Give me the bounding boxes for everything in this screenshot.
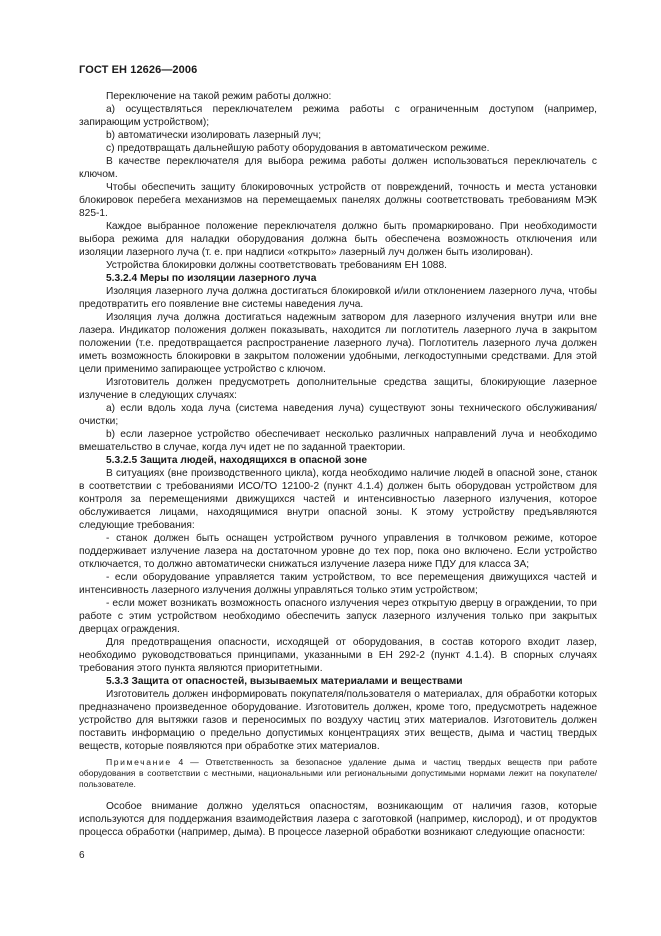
- paragraph: Изоляция луча должна достигаться надежным затвором для лазерного излучения внутри или вне лазера. Индикатор положения должен показывать, находится ли поглотитель лазерного луча в закрытом положении (т.е. предотвращается распространение лазерного луча). Поглотитель лазерного луча должен иметь возможность блокировки в закрытом положении удобными, легкодоступными средствами. Для этой цели применимо запирающее устройство с ключом.: [79, 312, 597, 375]
- paragraph: Устройства блокировки должны соответствовать требованиям ЕН 1088.: [106, 260, 447, 271]
- paragraph: Переключение на такой режим работы должно:: [106, 91, 332, 102]
- paragraph: - если может возникать возможность опасного излучения через открытую дверцу в ограждении, то при работе с этим устройством необходимо обеспечить запуск лазерного излучения только при закрытых дверцах ограждения.: [79, 598, 597, 635]
- page-number: 6: [79, 850, 85, 861]
- paragraph: а) осуществляться переключателем режима работы с ограниченным доступом (например, запирающим устройством);: [79, 104, 597, 128]
- paragraph: Особое внимание должно уделяться опасностям, возникающим от наличия газов, которые используются для поддержания взаимодействия лазера с заготовкой (например, кислород), и от продуктов процесса обработки (например, дыма). В процессе лазерной обработки возникают следующие опасности:: [79, 801, 597, 838]
- section-heading: 5.3.2.5 Защита людей, находящихся в опасной зоне: [106, 455, 368, 466]
- paragraph: Чтобы обеспечить защиту блокировочных устройств от повреждений, точность и места установки блокировок перебега механизмов на перемещаемых панелях должны соответствовать требованиям МЭК 825-1.: [79, 182, 597, 219]
- tail-paragraphs: [79, 800, 597, 839]
- page-content: [79, 90, 597, 839]
- section-heading: 5.3.3 Защита от опасностей, вызываемых материалами и веществами: [106, 676, 463, 687]
- paragraph: Изготовитель должен информировать покупателя/пользователя о материалах, для обработки которых предназначено произведенное оборудование. Изготовитель должен, кроме того, предусмотреть надежное устройство для вытяжки газов и переносимых по воздуху частиц этих материалов. Изготовитель должен поставить информацию о предельно допустимых концентрациях этих веществ, дыма и частиц твердых веществ, которые появляются при обработке этих материалов.: [79, 689, 597, 752]
- paragraph: Каждое выбранное положение переключателя должно быть промаркировано. При необходимости выбора режима для наладки оборудования должна быть обеспечена возможность отключения или изоляции лазерного луча (т. е. при надписи «открыто» лазерный луч должен быть изолирован).: [79, 221, 597, 258]
- paragraph: Для предотвращения опасности, исходящей от оборудования, в состав которого входит лазер, необходимо руководствоваться принципами, указанными в ЕН 292-2 (пункт 4.1.4). В спорных случаях требования этого пункта являются приоритетными.: [79, 637, 597, 674]
- note-text: 4 — Ответственность за безопасное удаление дыма и частиц твердых веществ при работе оборудования в соответствии с местными, национальными или региональными допустимыми нормами лежит на покупателе/пользователе.: [79, 757, 597, 789]
- paragraph: В ситуациях (вне производственного цикла), когда необходимо наличие людей в опасной зоне, станок в соответствии с требованиями ИСО/ТО 12100-2 (пункт 4.1.4) должен быть оборудован устройством для контроля за перемещениями движущихся частей и интенсивностью лазерного излучения, которое обслуживается лицами, находящимися внутри опасной зоны. К этому устройству предъявляются следующие требования:: [79, 468, 597, 531]
- body-paragraphs: [79, 90, 597, 753]
- paragraph: с) предотвращать дальнейшую работу оборудования в автоматическом режиме.: [106, 143, 490, 154]
- paragraph: Изготовитель должен предусмотреть дополнительные средства защиты, блокирующие лазерное излучение в следующих случаях:: [79, 377, 597, 401]
- paragraph: b) если лазерное устройство обеспечивает несколько различных направлений луча и необходимо вмешательство в случае, когда луч идет не по заданной траектории.: [79, 429, 597, 453]
- paragraph: а) если вдоль хода луча (система наведения луча) существуют зоны технического обслуживания/очистки;: [79, 403, 597, 427]
- paragraph: - станок должен быть оснащен устройством ручного управления в толчковом режиме, которое поддерживает излучение лазера на достаточном уровне до тех пор, пока оно включено. Если устройство отключается, то должно автоматически снижаться излучение лазера ниже ПДУ для класса 3А;: [79, 533, 597, 570]
- note-label: Примечание: [106, 757, 172, 767]
- paragraph: В качестве переключателя для выбора режима работы должен использоваться переключатель с ключом.: [79, 156, 597, 180]
- paragraph: - если оборудование управляется таким устройством, то все перемещения движущихся частей и интенсивность лазерного излучения должны управляться только этим устройством;: [79, 572, 597, 596]
- note-paragraph: [79, 757, 597, 790]
- paragraph: Изоляция лазерного луча должна достигаться блокировкой и/или отклонением лазерного луча, чтобы предотвратить его появление вне системы наведения луча.: [79, 286, 597, 310]
- paragraph: b) автоматически изолировать лазерный луч;: [106, 130, 322, 141]
- section-heading: 5.3.2.4 Меры по изоляции лазерного луча: [106, 273, 317, 284]
- page-header: ГОСТ ЕН 12626—2006: [79, 64, 198, 76]
